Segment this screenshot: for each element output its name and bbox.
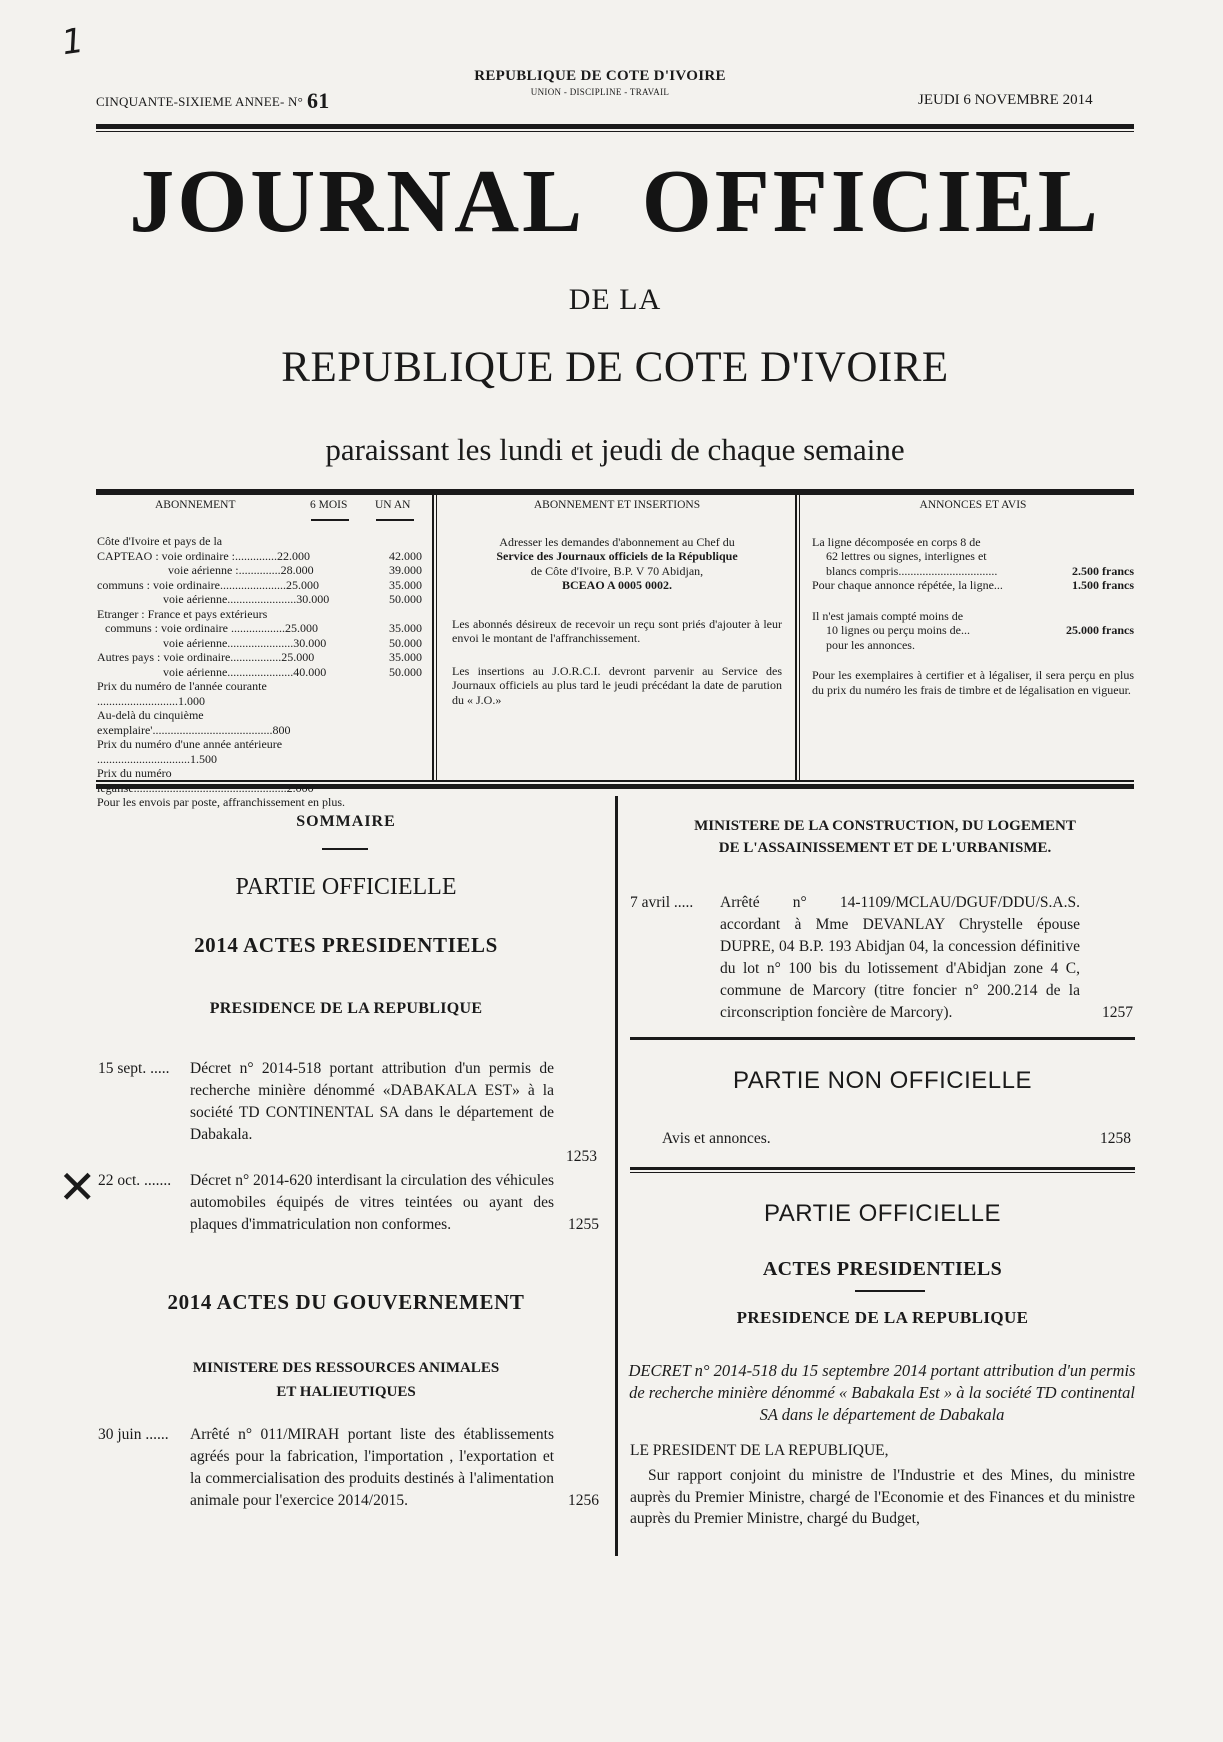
masthead-republic: REPUBLIQUE DE COTE D'IVOIRE [281, 344, 949, 391]
entry-page: 1256 [568, 1492, 599, 1509]
country-header [420, 68, 780, 97]
annonces-line3-price: 2.500 francs [1072, 563, 1134, 578]
insertions-address-line4: BCEAO A 0005 0002. [561, 578, 672, 592]
insertions-deadline-note: Les insertions au J.O.R.C.I. devront parvenir au Service des Journaux officiels au plus tard le jeudi précédant la date de parution du « J.O.» [452, 663, 782, 707]
insertions-header: ABONNEMENT ET INSERTIONS [533, 499, 701, 511]
rate-row [97, 636, 422, 651]
sommaire-entry-decret-620 [98, 1170, 608, 1240]
box-divider-2b [799, 495, 800, 780]
rates-underline-1an [376, 519, 414, 521]
box-divider-1b [436, 495, 437, 780]
rate-value-1an: 42.000 [389, 548, 422, 563]
annonces-line4-row [812, 578, 1134, 593]
rate-label: voie aérienne......................40.000 [163, 664, 327, 679]
decret-518-title: DECRET n° 2014-518 du 15 septembre 2014 portant attribution d'un permis de recherche minière dénommé « Babakala Est » à la société TD continental SA dans le département de Dabakala [628, 1361, 1136, 1424]
rate-label: communs : voie ordinaire......................25.000 [97, 577, 319, 592]
issue-date: JEUDI 6 NOVEMBRE 2014 [918, 92, 1093, 108]
rate-row [97, 578, 422, 593]
rate-row [97, 549, 422, 564]
annonces-line7: pour les annonces. [826, 637, 915, 652]
rate-row [97, 795, 422, 810]
publication-frequency: paraissant les lundi et jeudi de chaque semaine [325, 432, 905, 467]
rate-value-1an: 35.000 [389, 650, 422, 664]
insertions-address [452, 535, 782, 593]
subscription-insertions [452, 498, 782, 778]
entry-date: 15 sept. ..... [98, 1060, 170, 1077]
annonces-line6-price: 25.000 francs [1066, 623, 1134, 637]
rate-value-1an: 35.000 [389, 577, 422, 592]
sommaire-ministere-construction [630, 815, 1140, 859]
rate-value-1an [364, 708, 422, 737]
rates-head-1an: UN AN [375, 499, 411, 511]
annonces-line2: 62 lettres ou signes, interlignes et [826, 549, 987, 563]
sommaire-ministere-ressources [96, 1356, 596, 1404]
rate-value-1an [364, 534, 422, 549]
rate-label: Prix du numéro d'une année antérieure ...............................1.500 [97, 737, 283, 766]
ministere-ressources-line2: ET HALIEUTIQUES [276, 1384, 416, 1400]
rate-label: voie aérienne :..............28.000 [168, 563, 314, 577]
ministere-construction-line1: MINISTERE DE LA CONSTRUCTION, DU LOGEMENT [694, 818, 1076, 834]
rate-value-1an [364, 679, 422, 708]
rates-header [97, 498, 422, 512]
annonces-line-price [812, 535, 1134, 593]
sommaire-title: SOMMAIRE [296, 813, 396, 830]
rate-value-1an [364, 607, 422, 622]
entry-date: 22 oct. ....... [98, 1172, 172, 1189]
entry-page: 1253 [566, 1148, 597, 1165]
rate-row [97, 679, 422, 708]
rate-row [97, 737, 422, 766]
handwritten-page-mark: 1 [59, 20, 87, 64]
edition-number [96, 88, 329, 114]
sommaire-partie-officielle: PARTIE OFFICIELLE [235, 874, 457, 900]
rate-label: communs : voie ordinaire ..................25.000 [105, 621, 318, 635]
subscription-rates [97, 498, 422, 809]
country-name: REPUBLIQUE DE COTE D'IVOIRE [474, 68, 726, 84]
rate-label: CAPTEAO : voie ordinaire :..............22.000 [97, 548, 310, 563]
entry-text: Décret n° 2014-620 interdisant la circulation des véhicules automobiles équipés de vitres teintées ou ayant des plaques d'immatriculation non conformes. [190, 1172, 554, 1233]
sommaire-entry-arrete-1109 [630, 892, 1140, 1022]
rate-label: voie aérienne......................30.000 [163, 635, 327, 650]
rate-label: voie aérienne.......................30.000 [163, 592, 330, 606]
country-motto: UNION - DISCIPLINE - TRAVAIL [530, 87, 670, 97]
rate-value-1an: 35.000 [389, 621, 422, 635]
rate-row [97, 534, 422, 549]
box-divider-1 [432, 495, 434, 780]
annonces-line4-price: 1.500 francs [1072, 578, 1134, 592]
column-divider [615, 796, 618, 1556]
entry-date: 30 juin ...... [98, 1426, 169, 1443]
decret-rapport: Sur rapport conjoint du ministre de l'Industrie et des Mines, du ministre auprès du Premier Ministre, chargé de l'Economie et des Finances et du ministre auprès du Premier Ministre, chargé du Budget, [630, 1467, 1135, 1527]
annonces-legalisation: Pour les exemplaires à certifier et à légaliser, il sera perçu en plus du prix du numéro les frais de timbre et de légalisation en vigueur. [812, 668, 1134, 697]
rates-rows [97, 534, 422, 810]
masthead-title: JOURNAL OFFICIEL [129, 152, 1101, 251]
rate-value-1an: 50.000 [389, 592, 422, 606]
officielle-presidence: PRESIDENCE DE LA REPUBLIQUE [736, 1308, 1029, 1327]
sommaire-rule [322, 848, 368, 850]
sommaire-actes-presidentiels: 2014 ACTES PRESIDENTIELS [194, 933, 498, 957]
edition-label: CINQUANTE-SIXIEME ANNEE- N° [96, 94, 304, 109]
rate-value-1an [364, 795, 422, 810]
annonces-line5: Il n'est jamais compté moins de [812, 608, 964, 623]
right-rule-1 [630, 1037, 1135, 1040]
right-rule-2 [630, 1167, 1135, 1170]
annonces-minimum [812, 609, 1134, 653]
rate-value-1an: 50.000 [389, 635, 422, 650]
insertions-receipt-note: Les abonnés désireux de recevoir un reçu sont priés d'ajouter à leur envoi le montant de l'affranchissement. [452, 616, 782, 645]
rate-row [97, 607, 422, 622]
rate-value-1an: 50.000 [389, 664, 422, 679]
entry-page: 1257 [1102, 1004, 1133, 1021]
rate-label: Au-delà du cinquième exemplaire'........................................800 [97, 708, 291, 737]
avis-text: Avis et annonces. [662, 1130, 771, 1147]
masthead-subtitle: DE LA [568, 283, 662, 316]
rate-label: Pour les envois par poste, affranchissement en plus. [97, 795, 346, 809]
insertions-address-line3: de Côte d'Ivoire, B.P. V 70 Abidjan, [530, 563, 704, 578]
rate-value-1an: 39.000 [389, 563, 422, 577]
rates-head-abonnement: ABONNEMENT [155, 499, 236, 511]
rate-row [97, 592, 422, 607]
rate-value-1an [364, 737, 422, 766]
rate-label: Prix du numéro de l'année courante ...........................1.000 [97, 679, 267, 708]
officielle-actes-presidentiels: ACTES PRESIDENTIELS [762, 1258, 1003, 1280]
officielle-rule [855, 1290, 925, 1292]
rate-value-1an [364, 766, 422, 795]
sommaire-entry-decret-518 [98, 1058, 608, 1165]
rate-row [97, 621, 422, 636]
officielle-partie-title: PARTIE OFFICIELLE [763, 1200, 1001, 1227]
handwritten-x-mark: ✕ [58, 1160, 97, 1214]
rate-label: Etranger : France et pays extérieurs [97, 606, 268, 621]
rate-row [97, 708, 422, 737]
partie-non-officielle-title: PARTIE NON OFFICIELLE [732, 1067, 1032, 1094]
top-rule-thin [96, 131, 1134, 132]
entry-text: Arrêté n° 14-1109/MCLAU/DGUF/DDU/S.A.S. accordant à Mme DEVANLAY Chrystelle épouse DUPRE, 04 B.P. 193 Abidjan 04, la concession définitive du lot n° 100 bis du lotissement d'Abidjan zone 4 C, commune de Marcory (titre foncier n° 200.214 de la circonscription foncière de Marcory). [720, 894, 1080, 1021]
box-divider-2 [795, 495, 797, 780]
sommaire-actes-gouvernement: 2014 ACTES DU GOUVERNEMENT [167, 1290, 525, 1314]
annonces-line3-row [812, 564, 1134, 579]
rate-row [97, 563, 422, 578]
annonces-line6: 10 lignes ou perçu moins de... [826, 623, 970, 637]
sommaire-entry-avis [662, 1128, 1137, 1152]
annonces-line3: blancs compris................................. [826, 563, 998, 578]
ministere-construction-line2: DE L'ASSAINISSEMENT ET DE L'URBANISME. [718, 840, 1052, 856]
top-rule [96, 124, 1134, 129]
rate-row [97, 665, 422, 680]
sommaire-presidence: PRESIDENCE DE LA REPUBLIQUE [209, 1000, 483, 1017]
sommaire-entry-arrete-mirah [98, 1424, 608, 1524]
box-top-rule [96, 489, 1134, 495]
annonces-line6-row [812, 623, 1134, 638]
avis-page: 1258 [1100, 1130, 1131, 1147]
entry-text: Décret n° 2014-518 portant attribution d'un permis de recherche minière dénommé «DABAKALA EST» à la société TD CONTINENTAL SA dans le département de Dabakala. [190, 1060, 554, 1143]
decret-president: LE PRESIDENT DE LA REPUBLIQUE, [630, 1442, 889, 1459]
rate-label: Autres pays : voie ordinaire.................25.000 [97, 650, 315, 664]
annonces-line4: Pour chaque annonce répétée, la ligne... [812, 578, 1003, 592]
annonces-line1: La ligne décomposée en corps 8 de [812, 534, 981, 549]
rates-head-6mois: 6 MOIS [310, 499, 348, 511]
entry-text: Arrêté n° 011/MIRAH portant liste des établissements agréés pour la fabrication, l'importation , l'exportation et la commercialisation des produits destinés à l'alimentation animale pour l'exercice 2014/2015. [190, 1426, 554, 1509]
insertions-address-line2: Service des Journaux officiels de la République [496, 549, 738, 563]
rate-label: Prix du numéro légalisé...................................................2.000 [97, 766, 314, 795]
right-rule-2b [630, 1172, 1135, 1173]
ministere-ressources-line1: MINISTERE DES RESSOURCES ANIMALES [192, 1360, 500, 1376]
rate-row [97, 650, 422, 665]
annonces-header: ANNONCES ET AVIS [919, 499, 1027, 511]
rate-row [97, 766, 422, 795]
edition-number-value: 61 [307, 88, 330, 113]
entry-date: 7 avril ..... [630, 894, 694, 911]
rate-label: Côte d'Ivoire et pays de la [97, 534, 223, 548]
rates-underline-6mois [311, 519, 349, 521]
insertions-address-line1: Adresser les demandes d'abonnement au Chef du [499, 534, 735, 549]
subscription-annonces [812, 498, 1134, 778]
entry-page: 1255 [568, 1216, 599, 1233]
